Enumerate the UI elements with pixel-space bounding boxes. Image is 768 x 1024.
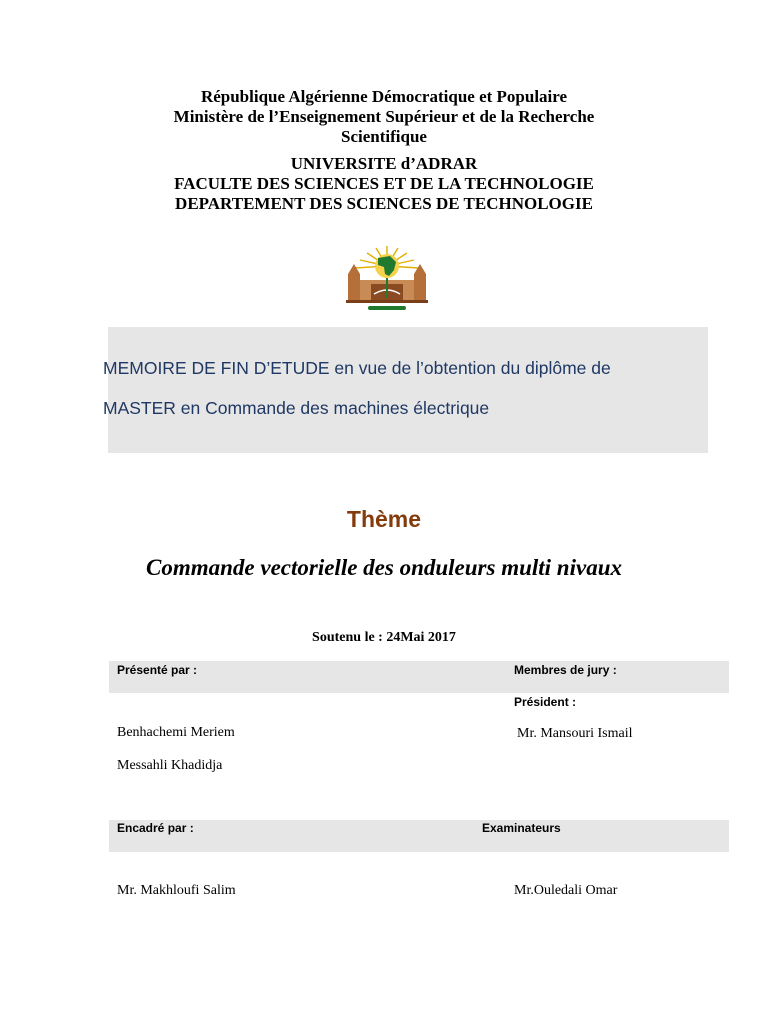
thesis-title: Commande vectorielle des onduleurs multi nivaux — [146, 555, 622, 580]
ministry-line-cont: Scientifique — [341, 127, 427, 146]
examiners-label: Examinateurs — [482, 821, 561, 835]
presented-by-label: Présenté par : — [117, 663, 198, 677]
institution-header — [0, 87, 768, 147]
republic-line: République Algérienne Démocratique et Populaire — [200, 87, 568, 106]
university-line: UNIVERSITE d’ADRAR — [290, 154, 478, 173]
supervisor-name: Mr. Makhloufi Salim — [117, 883, 236, 898]
department-line: DEPARTEMENT DES SCIENCES DE TECHNOLOGIE — [175, 194, 593, 213]
theme-label: Thème — [346, 506, 422, 532]
faculty-line: FACULTE DES SCIENCES ET DE LA TECHNOLOGIE — [174, 174, 594, 193]
banner-line-1: MEMOIRE DE FIN D’ETUDE en vue de l’obtention du diplôme de — [103, 358, 611, 378]
student-name: Messahli Khadidja — [117, 758, 223, 773]
ministry-line: Ministère de l’Enseignement Supérieur et de la Recherche — [173, 107, 595, 126]
examiner-name: Mr.Ouledali Omar — [514, 883, 618, 898]
supervision-band — [109, 820, 729, 852]
banner-line-2: MASTER en Commande des machines électrique — [103, 398, 490, 418]
university-header — [0, 154, 768, 214]
supervised-by-label: Encadré par : — [117, 821, 194, 835]
jury-members-label: Membres de jury : — [514, 663, 617, 677]
committee-band — [109, 661, 729, 693]
university-logo — [338, 244, 436, 314]
defense-date: Soutenu le : 24Mai 2017 — [312, 630, 456, 645]
thesis-banner — [103, 327, 708, 453]
president-label: Président : — [514, 695, 577, 709]
president-name: Mr. Mansouri Ismail — [517, 726, 633, 741]
student-name: Benhachemi Meriem — [117, 725, 235, 740]
